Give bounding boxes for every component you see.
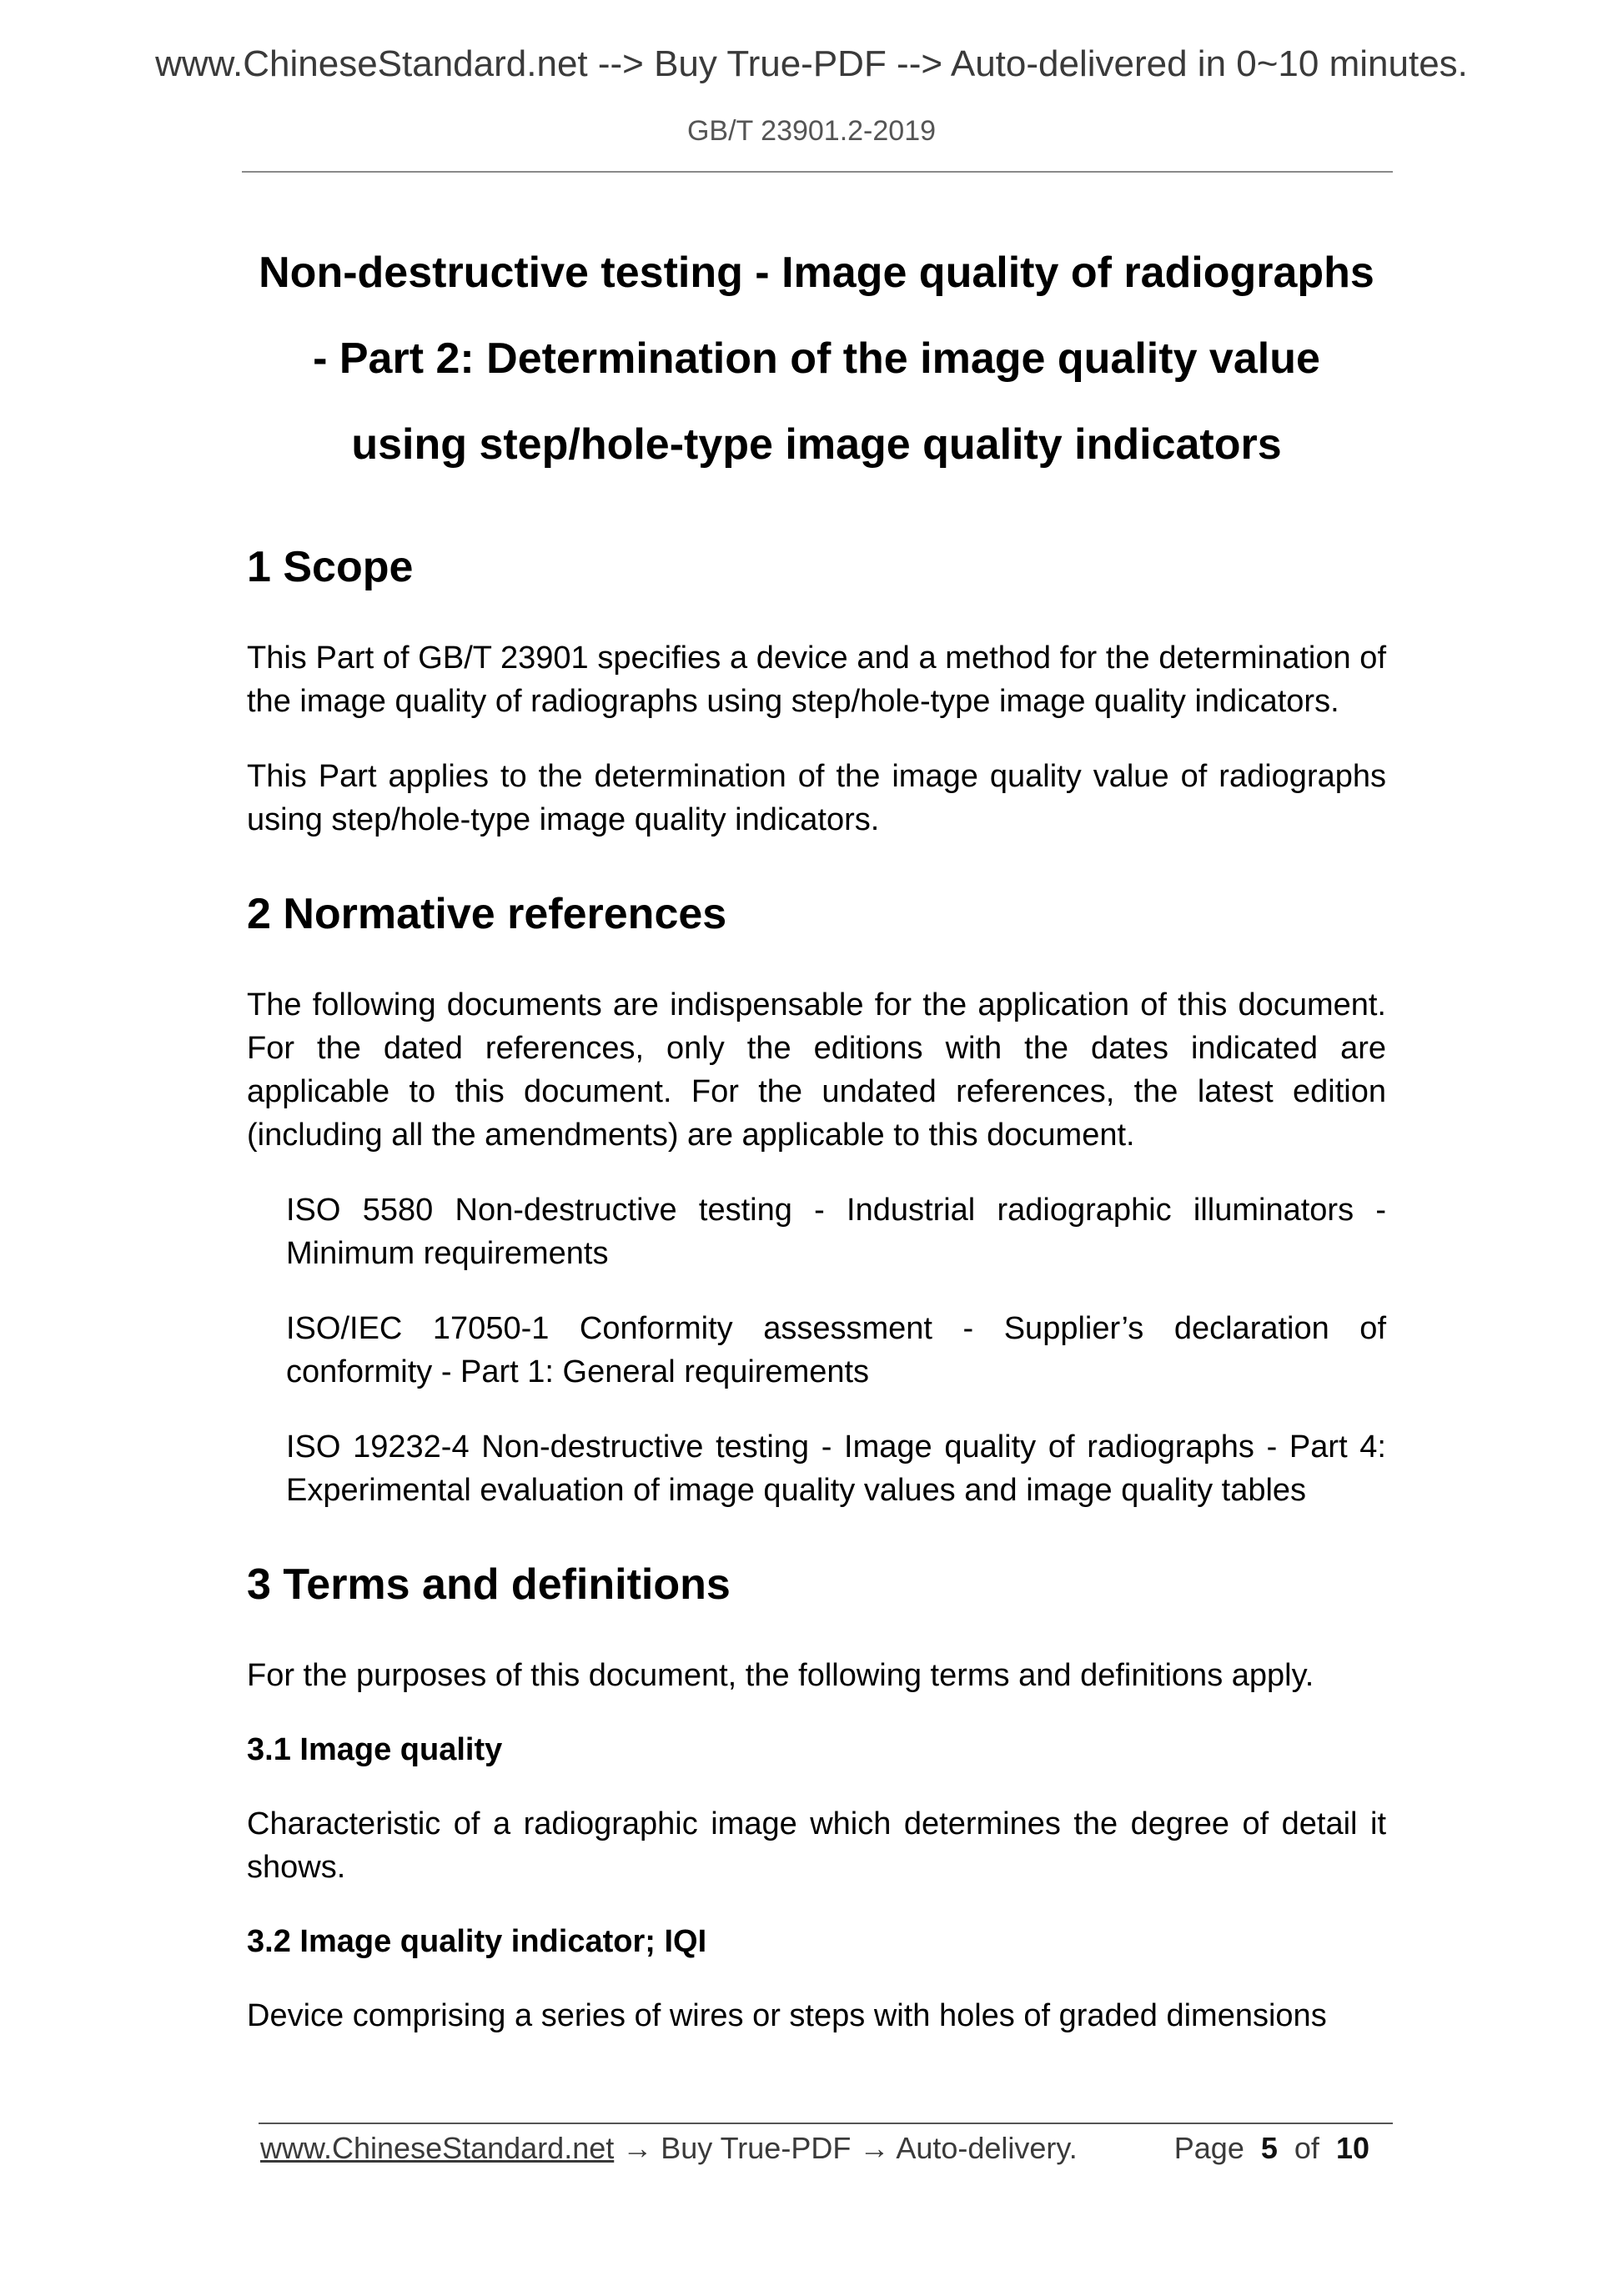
normative-intro: The following documents are indispensable for the application of this document. For the dated references, only the editions with the dates indicated are applicable to this document. For the undated references, the latest edition (including all the amendments) are applicable to this document. [247,987,1386,1153]
page-number: 5 [1260,2131,1278,2165]
term-definition-image-quality: Characteristic of a radiographic image which determines the degree of detail it shows. [247,1806,1386,1885]
reference-item: ISO/IEC 17050-1 Conformity assessment - Supplier’s declaration of conformity - Part 1: General requirements [286,1311,1386,1389]
section-heading-scope: 1 Scope [247,543,414,591]
footer-website-link[interactable]: www.ChineseStandard.net [260,2131,615,2165]
title-line-3: using step/hole-type image quality indicators [351,420,1282,469]
document-code: GB/T 23901.2-2019 [686,115,937,147]
section-heading-terms-definitions: 3 Terms and definitions [247,1560,731,1609]
term-heading-iqi: 3.2 Image quality indicator; IQI [247,1924,707,1959]
of-label: of [1294,2131,1319,2165]
title-line-2: - Part 2: Determination of the image quality value [313,334,1320,383]
section-heading-normative-references: 2 Normative references [247,890,727,938]
scope-paragraph-1: This Part of GB/T 23901 specifies a device and a method for the determination of the image quality of radiographs using step/hole-type image quality indicators. [247,641,1386,719]
title-line-1: Non-destructive testing - Image quality of radiographs [259,249,1374,297]
terms-intro: For the purposes of this document, the following terms and definitions apply. [247,1658,1314,1693]
reference-item: ISO 19232-4 Non-destructive testing - Image quality of radiographs - Part 4: Experimental evaluation of image quality values and image quality tables [286,1429,1386,1508]
footer-divider [259,2123,1393,2124]
page-footer [260,2131,1378,2173]
term-definition-iqi: Device comprising a series of wires or steps with holes of graded dimensions [247,1998,1327,2033]
term-heading-image-quality: 3.1 Image quality [247,1732,503,1767]
header-divider [242,171,1393,173]
page-indicator [1174,2131,1369,2166]
reference-item: ISO 5580 Non-destructive testing - Industrial radiographic illuminators - Minimum requirements [286,1193,1386,1271]
document-title [247,230,1386,488]
page-label: Page [1173,2131,1244,2165]
footer-text: → Buy True-PDF → Auto-delivery. [614,2131,1078,2165]
total-pages: 10 [1335,2131,1369,2165]
top-banner[interactable]: www.ChineseStandard.net --> Buy True-PDF --> Auto-delivered in 0~10 minutes. [155,43,1468,84]
scope-paragraph-2: This Part applies to the determination of the image quality value of radiographs using step/hole-type image quality indicators. [247,759,1386,837]
page-content [247,230,1386,2037]
